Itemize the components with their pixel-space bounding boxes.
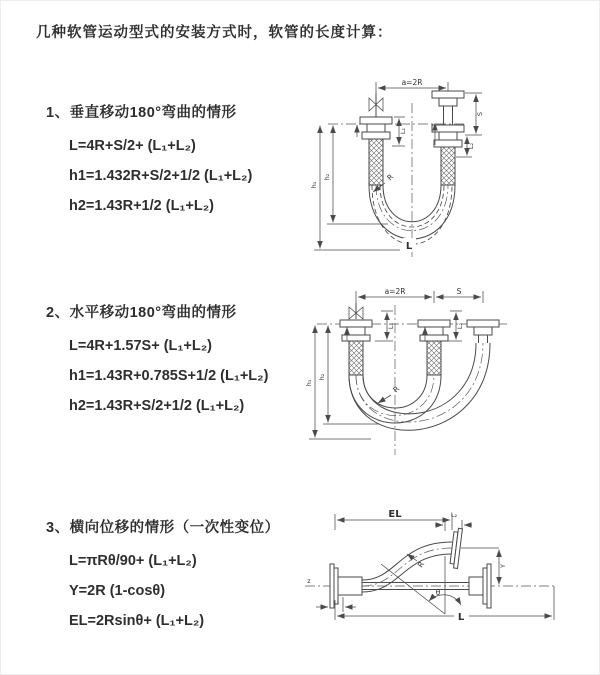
- radius-label: R: [391, 384, 402, 395]
- formula-l: L=4R+S/2+ (L₁+L₂): [69, 138, 196, 154]
- flange-moving-end-displaced: [467, 320, 499, 343]
- flange-moving-end-origin: [418, 320, 450, 341]
- dim-label-h1: h₁: [310, 181, 318, 189]
- braided-hose-left: [349, 341, 363, 375]
- formula-l: L=4R+1.57S+ (L₁+L₂): [69, 338, 212, 354]
- section-3: [46, 519, 326, 636]
- valve-icon: [369, 93, 383, 117]
- flange-fixed-end: [360, 117, 392, 139]
- flange-moving-end-lower: [432, 125, 464, 147]
- dim-l2: [435, 511, 472, 531]
- radius-callout: [378, 384, 401, 403]
- dim-label-h1: h₁: [305, 379, 313, 387]
- flange-displaced-end: [450, 528, 463, 569]
- dim-label-l1: L₁: [399, 127, 407, 135]
- diagram-horizontal-180-bend: [299, 283, 559, 461]
- section-2-heading: 2、水平移动180°弯曲的情形: [46, 305, 237, 321]
- dim-l1: [375, 311, 395, 341]
- section-1-heading: 1、垂直移动180°弯曲的情形: [46, 105, 237, 121]
- centerline-mark: z: [307, 577, 311, 585]
- dim-el: [335, 509, 452, 530]
- formula-h1: h1=1.432R+S/2+1/2 (L₁+L₂): [69, 168, 253, 184]
- dim-label-l2: L₂: [456, 322, 464, 330]
- dim-s: [465, 93, 484, 135]
- dim-label-l1: L₁: [387, 322, 395, 330]
- angle-label: θ: [435, 588, 441, 597]
- dim-l1: [316, 597, 356, 612]
- dim-label-l2: L₂: [467, 142, 475, 150]
- formula-h2: h2=1.43R+S/2+1/2 (L₁+L₂): [69, 398, 245, 414]
- dim-label-h2: h₂: [323, 173, 331, 181]
- dim-label-a2r: a=2R: [401, 78, 423, 87]
- flange-fixed-end: [340, 320, 372, 341]
- dim-label-y: Y: [499, 564, 507, 568]
- section-3-heading: 3、横向位移的情形（一次性变位）: [46, 520, 280, 536]
- braided-hose-right: [441, 147, 455, 185]
- formula-y: Y=2R (1-cosθ): [69, 583, 166, 599]
- page-title: 几种软管运动型式的安装方式时，软管的长度计算：: [36, 25, 393, 41]
- formula-l: L=πRθ/90+ (L₁+L₂): [69, 553, 197, 569]
- dim-label-l1: L₁: [332, 598, 340, 606]
- section-1: [46, 104, 326, 221]
- formula-h2: h2=1.43R+1/2 (L₁+L₂): [69, 198, 215, 214]
- dim-label-l: L: [457, 612, 465, 623]
- formula-el: EL=2Rsinθ+ (L₁+L₂): [69, 613, 205, 629]
- dim-l1: [392, 117, 407, 146]
- braided-hose-middle: [427, 341, 441, 375]
- section-2: [46, 304, 326, 421]
- radius-label: R: [415, 559, 427, 570]
- dim-label-l2: L₂: [450, 511, 458, 519]
- length-label: L: [405, 241, 413, 252]
- braided-hose-left: [369, 139, 383, 185]
- dim-label-s: S: [476, 111, 484, 117]
- dim-s: [436, 287, 481, 297]
- flange-moving-end-upper: [432, 91, 464, 106]
- diagram-vertical-180-bend: [304, 73, 564, 263]
- dim-label-a2r: a=2R: [384, 287, 406, 296]
- valve-icon: [349, 303, 363, 319]
- u-bend-hose-position-2: [349, 343, 490, 430]
- dim-a-2r: [356, 287, 483, 303]
- formula-h1: h1=1.43R+0.785S+1/2 (L₁+L₂): [69, 368, 269, 384]
- diagram-lateral-displacement: [299, 504, 600, 646]
- dim-label-s: S: [456, 287, 462, 296]
- dim-label-h2: h₂: [318, 373, 326, 381]
- radius-label: R: [385, 172, 396, 183]
- dim-label-el: EL: [388, 509, 402, 520]
